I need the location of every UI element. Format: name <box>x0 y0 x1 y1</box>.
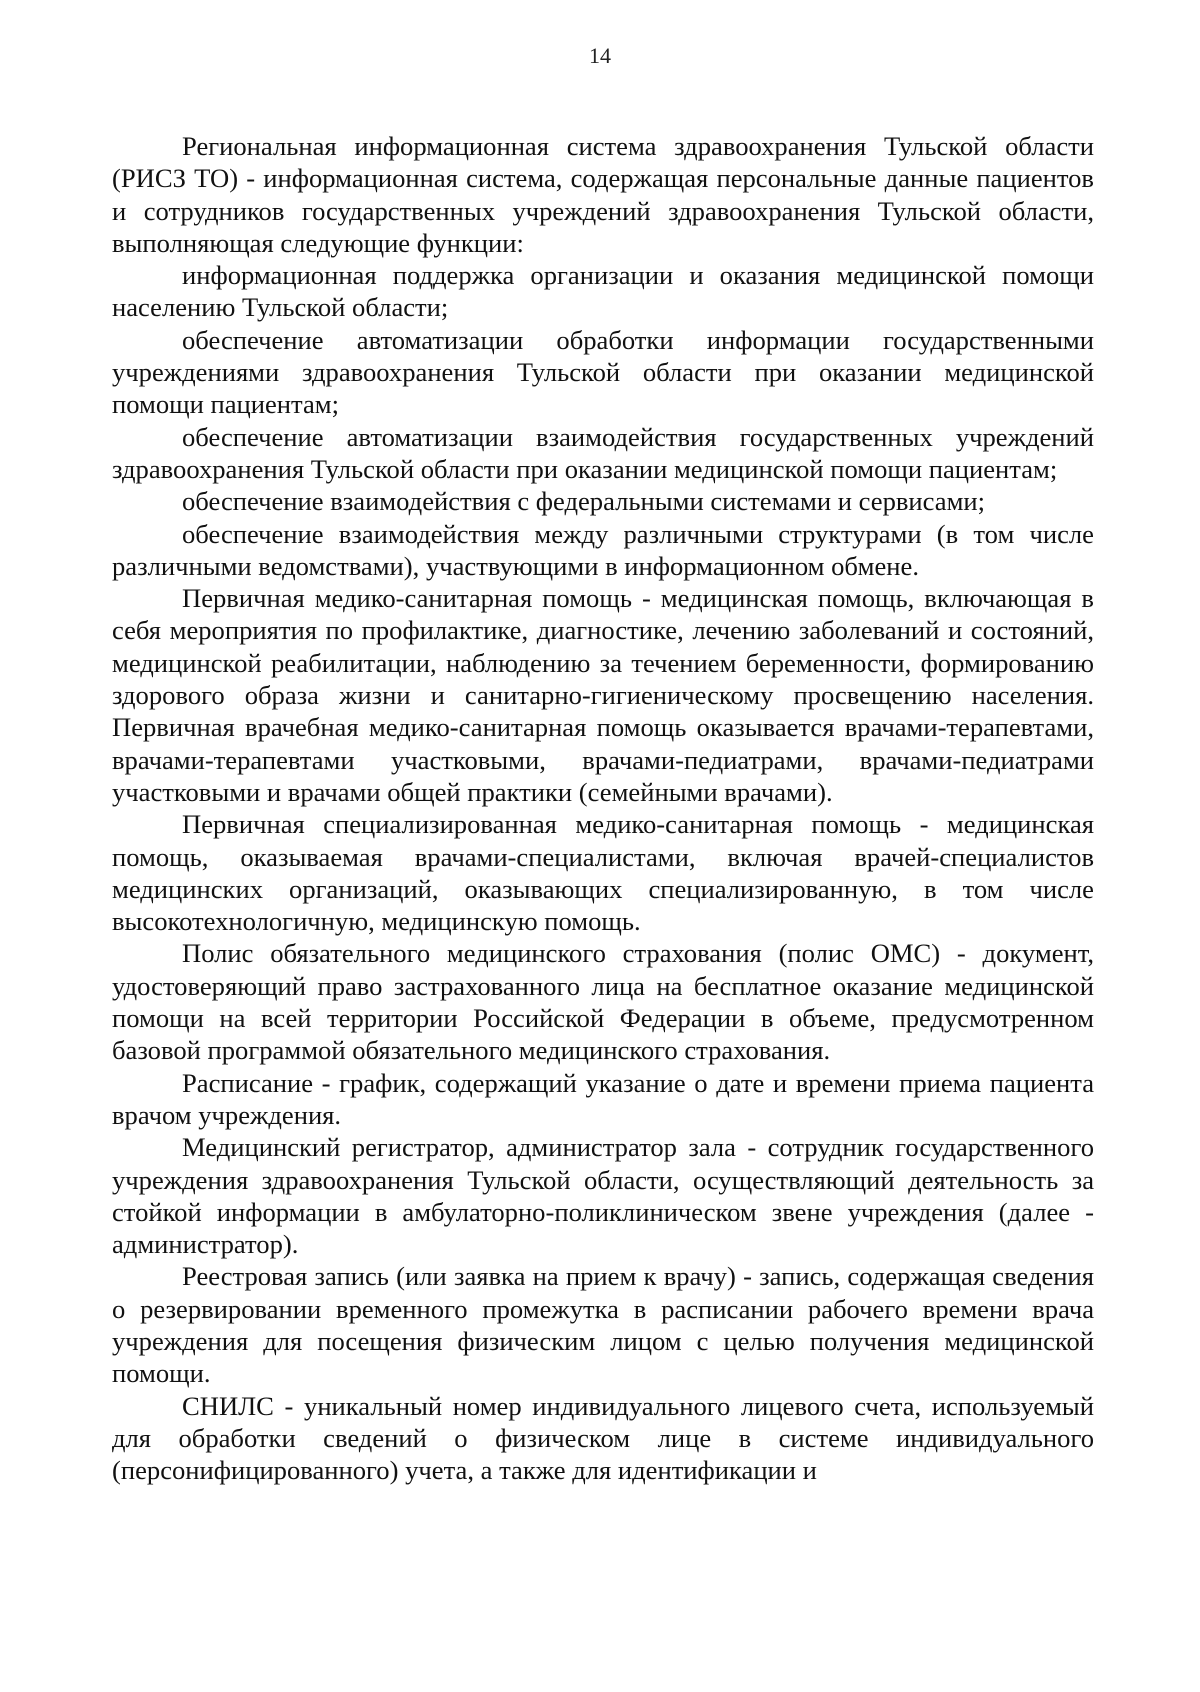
paragraph-registry-record-definition: Реестровая запись (или заявка на прием к врачу) - запись, содержащая сведения о резервировании временного промежутка в расписании рабочего времени врача учреждения для посещения физическим лицом с целью получения медицинской помощи. <box>112 1261 1094 1389</box>
paragraph-snils-definition: СНИЛС - уникальный номер индивидуального лицевого счета, используемый для обработки сведений о физическом лице в системе индивидуального (персонифицированного) учета, а также для идентификации и <box>112 1390 1094 1486</box>
paragraph-function-federal-services: обеспечение взаимодействия с федеральными системами и сервисами; <box>182 486 986 517</box>
paragraph-registrar-definition: Медицинский регистратор, администратор зала - сотрудник государственного учреждения здравоохранения Тульской области, осуществляющий деятельность за стойкой информации в амбулаторно-поликлиническом звене учреждения (далее - администратор). <box>112 1132 1094 1260</box>
paragraph-oms-policy-definition: Полис обязательного медицинского страхования (полис ОМС) - документ, удостоверяющий право застрахованного лица на бесплатное оказание медицинской помощи на всей территории Российской Федерации в объеме, предусмотренном базовой программой обязательного медицинского страхования. <box>112 938 1094 1066</box>
paragraph-function-structures-interaction: обеспечение взаимодействия между различными структурами (в том числе различными ведомствами), участвующими в информационном обмене. <box>112 518 1094 581</box>
paragraph-function-automation-interaction: обеспечение автоматизации взаимодействия государственных учреждений здравоохранения Тульской области при оказании медицинской помощи пациентам; <box>112 421 1094 484</box>
paragraph-risz-definition: Региональная информационная система здравоохранения Тульской области (РИСЗ ТО) - информационная система, содержащая персональные данные пациентов и сотрудников государственных учреждений здравоохранения Тульской области, выполняющая следующие функции: <box>112 131 1094 258</box>
paragraph-function-support: информационная поддержка организации и оказания медицинской помощи населению Тульской области; <box>112 260 1094 323</box>
paragraph-specialized-care-definition: Первичная специализированная медико-санитарная помощь - медицинская помощь, оказываемая врачами-специалистами, включая врачей-специалистов медицинских организаций, оказывающих специализированную, в том числе высокотехнологичную, медицинскую помощь. <box>112 809 1094 937</box>
paragraph-function-automation-processing: обеспечение автоматизации обработки информации государственными учреждениями здравоохранения Тульской области при оказании медицинской помощи пациентам; <box>112 324 1094 420</box>
paragraph-schedule-definition: Расписание - график, содержащий указание о дате и времени приема пациента врачом учреждения. <box>112 1067 1094 1130</box>
body-text <box>112 130 1094 1486</box>
paragraph-primary-care-definition: Первичная медико-санитарная помощь - медицинская помощь, включающая в себя мероприятия по профилактике, диагностике, лечению заболеваний и состояний, медицинской реабилитации, наблюдению за течением беременности, формированию здорового образа жизни и санитарно-гигиеническому просвещению населения. Первичная врачебная медико-санитарная помощь оказывается врачами-терапевтами, врачами-терапевтами участковыми, врачами-педиатрами, врачами-педиатрами участковыми и врачами общей практики (семейными врачами). <box>112 583 1094 807</box>
page-number: 14 <box>589 43 611 68</box>
